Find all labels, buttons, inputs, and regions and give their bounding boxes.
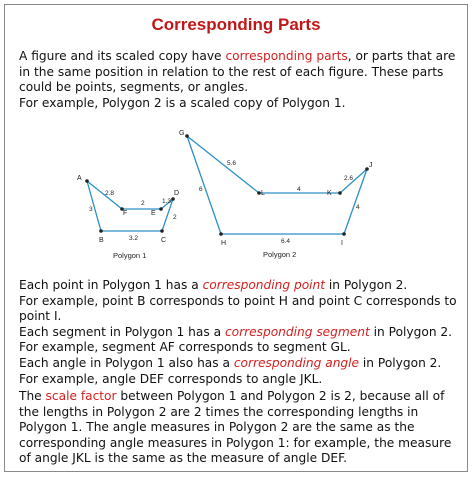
text-span: in Polygon 2. [369, 324, 453, 339]
point-example: For example, point B corresponds to point H and point C corresponds to point I. [19, 293, 457, 324]
intro-text: A figure and its scaled copy have [19, 49, 226, 63]
polygon-2-caption: Polygon 2 [263, 250, 297, 259]
scale-factor-paragraph [19, 389, 459, 467]
polygon-2-vertices [185, 134, 369, 236]
text-span: Each angle in Polygon 1 also has a [19, 355, 234, 370]
vertex-label-b: B [99, 237, 104, 244]
length-label-jk: 2.6 [344, 175, 354, 182]
correspondence-paragraph [19, 278, 459, 387]
vertex-label-h: H [221, 240, 227, 247]
text-span: Each segment in Polygon 1 has a [19, 324, 225, 339]
text-span: Each point in Polygon 1 has a [19, 278, 203, 292]
intro-text: , or parts that are in the same position in relation to the rest of each figure. These parts could be points, segments, or angles. [19, 49, 456, 95]
polygon-figure [5, 5, 469, 275]
vertex-label-j: J [369, 162, 373, 169]
page-title: Corresponding Parts [151, 15, 321, 34]
length-label-de: 1.3 [162, 198, 172, 205]
vertex-label-e: E [151, 210, 156, 217]
term-corresponding-point: corresponding point [202, 278, 326, 292]
vertex-label-g: G [179, 130, 185, 137]
vertex-label-k: K [327, 190, 332, 197]
length-label-ij: 4 [356, 204, 360, 211]
intro-example: For example, Polygon 2 is a scaled copy of Polygon 1. [19, 95, 346, 110]
term-corresponding-angle: corresponding angle [233, 355, 360, 370]
length-label-ab: 3 [89, 206, 93, 213]
length-label-lk: 4 [297, 186, 301, 193]
text-span: The [19, 389, 46, 403]
vertex-label-f: F [123, 210, 128, 217]
term-scale-factor: scale factor [45, 389, 117, 403]
length-label-bc: 3.2 [129, 235, 139, 242]
content-frame [4, 4, 468, 472]
vertex-label-i: I [341, 240, 343, 247]
term-corresponding-parts: corresponding parts [225, 49, 348, 63]
angle-example: For example, angle DEF corresponds to angle JKL. [19, 371, 323, 386]
text-span: in Polygon 2. [325, 278, 408, 292]
vertex-label-c: C [161, 237, 167, 244]
text-span: between Polygon 1 and Polygon 2 is 2, because all of the lengths in Polygon 2 are 2 times the corresponding lengths in Polygon 1. The angle measures in Polygon 2 are the same as the corresponding angle measures in Polygon 1: for example, the measure of angle JKL is the same as the measure of angle DEF. [19, 389, 452, 466]
polygon-2-shape [187, 136, 367, 234]
segment-example: For example, segment AF corresponds to segment GL. [19, 340, 351, 355]
vertex-label-d: D [174, 190, 180, 197]
length-label-cd: 2 [173, 214, 177, 221]
vertex-label-l: L [261, 190, 265, 197]
text-span: in Polygon 2. [359, 355, 442, 370]
vertex-label-a: A [77, 175, 82, 182]
term-corresponding-segment: corresponding segment [224, 324, 370, 339]
length-label-gh: 6 [199, 186, 203, 193]
length-label-gl: 5.6 [227, 160, 237, 167]
length-label-hi: 6.4 [281, 238, 291, 245]
polygon-1-caption: Polygon 1 [113, 251, 147, 260]
length-label-af: 2.8 [105, 190, 115, 197]
polygon-1-shape [87, 181, 173, 231]
length-label-fe: 2 [141, 200, 145, 207]
